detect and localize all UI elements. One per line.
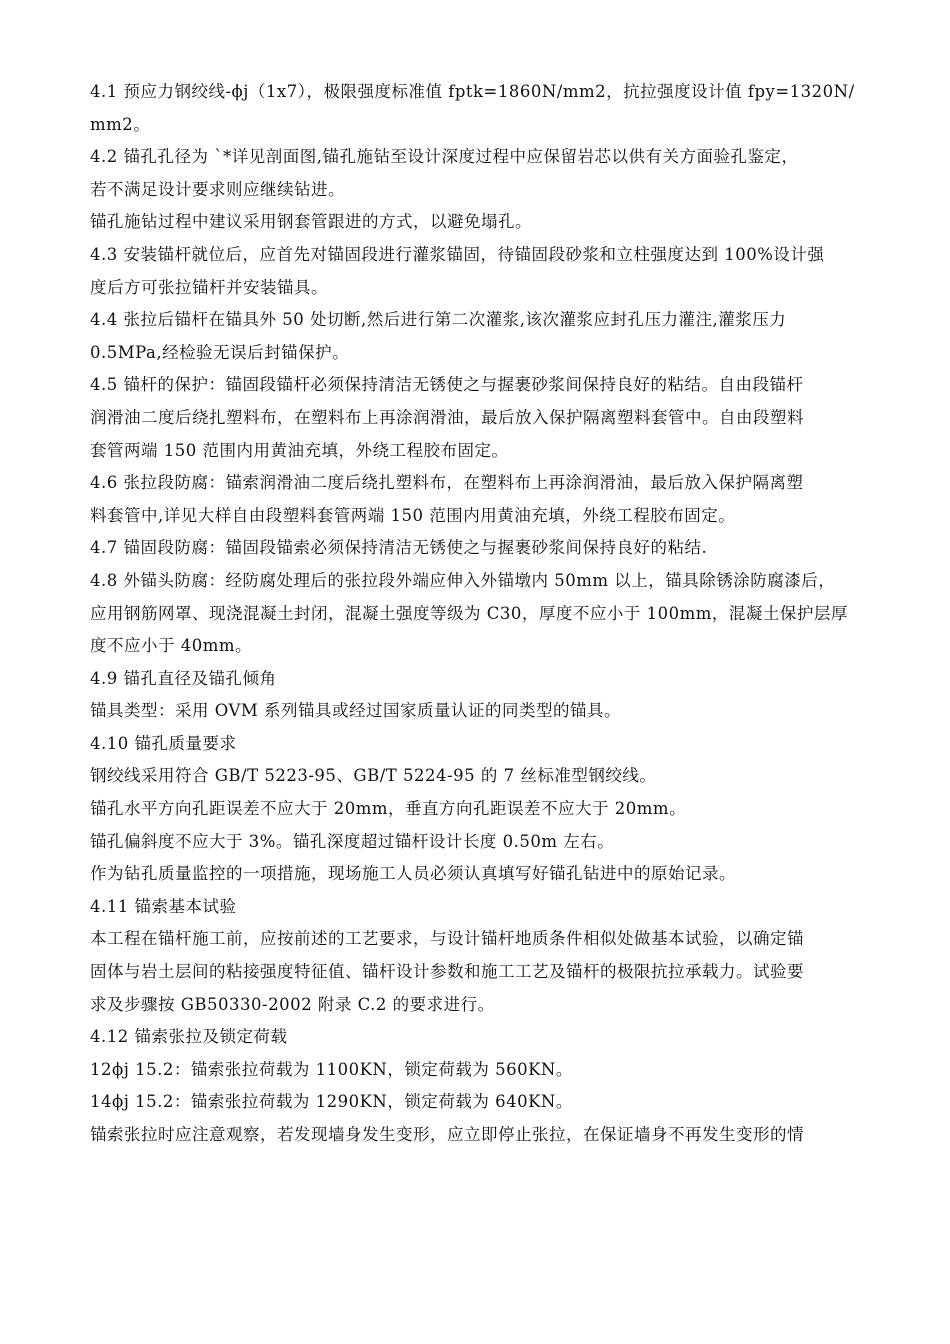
text-line: 度不应小于 40mm。 — [90, 636, 253, 656]
text-line: 锚具类型：采用 OVM 系列锚具或经过国家质量认证的同类型的锚具。 — [90, 701, 622, 721]
text-line: 锚孔偏斜度不应大于 3%。锚孔深度超过锚杆设计长度 0.50m 左右。 — [90, 831, 615, 851]
document-page — [90, 76, 906, 1152]
text-line: 本工程在锚杆施工前，应按前述的工艺要求，与设计锚杆地质条件相似处做基本试验，以确定锚 — [90, 929, 804, 949]
text-line: mm2。 — [90, 114, 151, 134]
text-line: 4.10 锚孔质量要求 — [90, 733, 237, 753]
text-line: 4.12 锚索张拉及锁定荷载 — [90, 1027, 288, 1047]
text-line: 求及步骤按 GB50330-2002 附录 C.2 的要求进行。 — [90, 994, 495, 1014]
text-line: 4.11 锚索基本试验 — [90, 896, 237, 916]
text-line: 4.4 张拉后锚杆在锚具外 50 处切断,然后进行第二次灌浆,该次灌浆应封孔压力灌注,灌浆压力 — [90, 310, 787, 330]
text-line: 钢绞线采用符合 GB/T 5223-95、GB/T 5224-95 的 7 丝标准型钢绞线。 — [90, 766, 657, 786]
text-line: 锚孔施钻过程中建议采用钢套管跟进的方式，以避免塌孔。 — [90, 212, 532, 232]
text-line: 度后方可张拉锚杆并安装锚具。 — [90, 277, 328, 297]
text-line: 14ϕj 15.2：锚索张拉荷载为 1290KN，锁定荷载为 640KN。 — [90, 1092, 573, 1112]
text-line: 4.6 张拉段防腐：锚索润滑油二度后绕扎塑料布，在塑料布上再涂润滑油，最后放入保护隔离塑 — [90, 473, 804, 493]
text-line: 锚索张拉时应注意观察，若发现墙身发生变形，应立即停止张拉，在保证墙身不再发生变形的情 — [90, 1125, 804, 1144]
text-line: 套管两端 150 范围内用黄油充填，外绕工程胶布固定。 — [90, 440, 509, 460]
text-line: 4.2 锚孔孔径为 `*详见剖面图,锚孔施钻至设计深度过程中应保留岩芯以供有关方面验孔鉴定， — [90, 147, 799, 167]
text-line: 若不满足设计要求则应继续钻进。 — [90, 179, 345, 199]
text-line: 4.3 安装锚杆就位后，应首先对锚固段进行灌浆锚固，待锚固段砂浆和立柱强度达到 100%设计强 — [90, 244, 825, 264]
text-line: 应用钢筋网罩、现浇混凝土封闭，混凝土强度等级为 C30，厚度不应小于 100mm，混凝土保护层厚 — [90, 603, 848, 623]
text-line: 0.5MPa,经检验无误后封锚保护。 — [90, 342, 350, 362]
text-line: 4.1 预应力钢绞线-ϕj（1x7），极限强度标准值 fptk=1860N/mm2，抗拉强度设计值 fpy=1320N/ — [90, 82, 855, 101]
text-line: 料套管中,详见大样自由段塑料套管两端 150 范围内用黄油充填，外绕工程胶布固定。 — [90, 505, 736, 525]
text-line: 润滑油二度后绕扎塑料布，在塑料布上再涂润滑油，最后放入保护隔离塑料套管中。自由段塑料 — [90, 407, 804, 427]
text-line: 固体与岩土层间的粘接强度特征值、锚杆设计参数和施工工艺及锚杆的极限抗拉承载力。试验要 — [90, 962, 804, 982]
text-line: 4.5 锚杆的保护：锚固段锚杆必须保持清洁无锈使之与握裹砂浆间保持良好的粘结。自由段锚杆 — [90, 375, 804, 395]
text-line: 作为钻孔质量监控的一项措施，现场施工人员必须认真填写好锚孔钻进中的原始记录。 — [90, 864, 736, 884]
text-line: 4.8 外锚头防腐：经防腐处理后的张拉段外端应伸入外锚墩内 50mm 以上，锚具除锈涂防腐漆后， — [90, 570, 836, 590]
text-line: 锚孔水平方向孔距误差不应大于 20mm，垂直方向孔距误差不应大于 20mm。 — [90, 799, 687, 819]
text-line: 4.9 锚孔直径及锚孔倾角 — [90, 668, 277, 688]
text-line: 4.7 锚固段防腐：锚固段锚索必须保持清洁无锈使之与握裹砂浆间保持良好的粘结. — [90, 538, 708, 558]
text-line: 12ϕj 15.2：锚索张拉荷载为 1100KN，锁定荷载为 560KN。 — [90, 1059, 573, 1079]
